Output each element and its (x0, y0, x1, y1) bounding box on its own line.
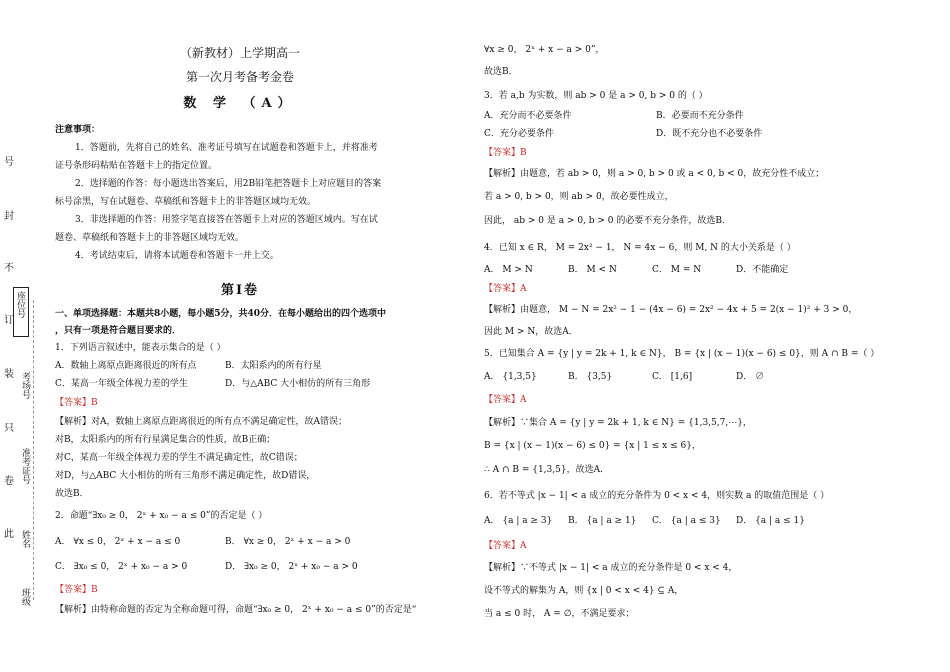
analysis-line: ∀x ≥ 0， 2ˣ + x − a > 0”， (484, 45, 605, 55)
option-a: A． ∀x ≤ 0， 2ˣ + x − a ≤ 0 (55, 537, 181, 547)
binding-char: 只 (4, 423, 14, 434)
question-3: 3．若 a,b 为实数，则 ab > 0 是 a > 0, b > 0 的（ ） (484, 91, 708, 101)
analysis-line: ∴ A ∩ B = {1,3,5}，故选A． (484, 465, 610, 475)
analysis-line: B = {x | (x − 1)(x − 6) ≤ 0} = {x | 1 ≤ x ≤ 6}， (484, 441, 701, 451)
answer-label: 【答案】B (484, 148, 527, 158)
subject-title: 数 学 （A） (183, 96, 297, 111)
option-d: D． ∅ (736, 372, 765, 382)
option-c: C． [1,6] (652, 372, 693, 382)
analysis-line: 对B，太阳系内的所有行星满足集合的性质，故B正确； (55, 435, 276, 445)
analysis-line: 故选B． (484, 67, 518, 77)
notice-line: 4．考试结束后，请将本试题卷和答题卡一并上交。 (75, 251, 279, 261)
notice-line: 题卷、草稿纸和答题卡上的非答题区域均无效。 (55, 233, 245, 243)
notice-line: 标号涂黑，写在试题卷、草稿纸和答题卡上的非答题区域均无效。 (55, 197, 317, 207)
option-b: B．太阳系内的所有行星 (225, 361, 322, 371)
analysis-line: 若 a > 0, b > 0，则 ab > 0，故必要性成立， (484, 192, 674, 202)
analysis-line: 对C，某高一年级全体视力差的学生不满足确定性，故C错误； (55, 453, 303, 463)
exam-room-field: 考场号 (20, 372, 30, 399)
header-line-2: 第一次月考备考金卷 (185, 70, 294, 84)
option-a: A． {1,3,5} (484, 372, 537, 382)
option-a: A． {a | a ≥ 3} (484, 516, 553, 526)
binding-dash-line (33, 300, 34, 600)
admission-number-field: 准考证号 (20, 448, 30, 484)
analysis-line: 【解析】由特称命题的否定为全称命题可得，命题“∃x₀ ≥ 0， 2ˣ + x₀ − a ≤ 0”的否定是“ (55, 605, 417, 615)
question-5: 5．已知集合 A = {y | y = 2k + 1, k ∈ N}， B = {x | (x − 1)(x − 6) ≤ 0}，则 A ∩ B =（ ） (484, 349, 880, 359)
option-b: B． ∀x ≥ 0， 2ˣ + x − a > 0 (225, 537, 351, 547)
binding-char: 不 (4, 263, 14, 274)
answer-label: 【答案】B (55, 398, 98, 408)
section-title: 第Ⅰ卷 (220, 283, 260, 298)
analysis-line: 【解析】∵不等式 |x − 1| < a 成立的充分条件是 0 < x < 4， (484, 563, 738, 573)
option-b: B． M < N (568, 265, 617, 275)
binding-char: 此 (4, 529, 14, 540)
option-c: C．充分必要条件 (484, 129, 554, 139)
analysis-line: 因此 M > N，故选A． (484, 327, 578, 337)
option-b: B． {3,5} (568, 372, 613, 382)
question-1: 1．下列语言叙述中，能表示集合的是（ ） (55, 343, 226, 353)
answer-label: 【答案】A (484, 284, 527, 294)
question-6: 6．若不等式 |x − 1| < a 成立的充分条件为 0 < x < 4，则实数 a 的取值范围是（ ） (484, 491, 830, 501)
answer-label: 【答案】B (55, 585, 98, 595)
seat-number-label: 座位号 (15, 291, 25, 318)
option-a: A．数轴上离原点距离很近的所有点 (55, 361, 197, 371)
binding-char: 订 (4, 315, 14, 326)
option-c: C．某高一年级全体视力差的学生 (55, 379, 188, 389)
question-2: 2．命题“∃x₀ ≥ 0， 2ˣ + x₀ − a ≤ 0”的否定是（ ） (55, 511, 268, 521)
notice-line: 证号条形码粘贴在答题卡上的指定位置。 (55, 161, 218, 171)
option-d: D．既不充分也不必要条件 (656, 129, 763, 139)
analysis-line: 因此， ab > 0 是 a > 0, b > 0 的必要不充分条件，故选B． (484, 216, 731, 226)
option-a: A．充分而不必要条件 (484, 111, 572, 121)
right-column (484, 0, 934, 672)
option-d: D．不能确定 (736, 265, 789, 275)
analysis-line: 【解析】对A，数轴上离原点距离很近的所有点不满足确定性，故A错误； (55, 417, 348, 427)
notice-title: 注意事项： (55, 125, 101, 135)
name-field: 姓名 (20, 530, 30, 548)
option-d: D．与△ABC 大小相仿的所有三角形 (225, 379, 371, 389)
binding-char: 装 (4, 369, 14, 380)
answer-label: 【答案】A (484, 395, 527, 405)
analysis-line: 【解析】由题意，若 ab > 0，则 a > 0, b > 0 或 a < 0, b < 0，故充分性不成立； (484, 169, 825, 179)
option-a: A． M > N (484, 265, 533, 275)
option-c: C． M = N (652, 265, 702, 275)
analysis-line: 设不等式的解集为 A，则 {x | 0 < x < 4} ⊆ A， (484, 586, 684, 596)
option-c: C． ∃x₀ ≤ 0， 2ˣ + x₀ − a > 0 (55, 562, 188, 572)
left-column (55, 0, 425, 672)
binding-char: 号 (4, 157, 14, 168)
seat-number-box (13, 287, 29, 337)
notice-line: 3．非选择题的作答：用签字笔直接答在答题卡上对应的答题区域内。写在试 (75, 215, 378, 225)
option-c: C． {a | a ≤ 3} (652, 516, 721, 526)
binding-strip (0, 0, 50, 672)
option-b: B．必要而不充分条件 (656, 111, 744, 121)
option-b: B． {a | a ≥ 1} (568, 516, 637, 526)
notice-line: 2．选择题的作答：每小题选出答案后，用2B铅笔把答题卡上对应题目的答案 (75, 179, 382, 189)
section-description: 一、单项选择题：本题共8小题，每小题5分，共40分．在每小题给出的四个选项中 (55, 309, 387, 319)
answer-label: 【答案】A (484, 541, 527, 551)
analysis-line: 【解析】由题意， M − N = 2x² − 1 − (4x − 6) = 2x² − 4x + 5 = 2(x − 1)² + 3 > 0， (484, 305, 858, 315)
question-4: 4．已知 x ∈ R， M = 2x² − 1， N = 4x − 6，则 M, N 的大小关系是（ ） (484, 243, 796, 253)
class-field: 班级 (20, 588, 30, 606)
binding-char: 封 (4, 211, 14, 222)
analysis-line: 【解析】∵集合 A = {y | y = 2k + 1, k ∈ N} = {1,3,5,7,⋯}， (484, 418, 752, 428)
option-d: D． {a | a ≤ 1} (736, 516, 806, 526)
notice-line: 1．答题前，先将自己的姓名、准考证号填写在试题卷和答题卡上，并将准考 (75, 143, 378, 153)
header-line-1: （新教材）上学期高一 (179, 46, 300, 60)
analysis-line: 对D，与△ABC 大小相仿的所有三角形不满足确定性，故D错误， (55, 471, 316, 481)
analysis-line: 当 a ≤ 0 时， A = ∅，不满足要求； (484, 609, 635, 619)
option-d: D． ∃x₀ ≥ 0， 2ˣ + x₀ − a > 0 (225, 562, 358, 572)
analysis-line: 故选B． (55, 489, 89, 499)
binding-char: 卷 (4, 476, 14, 487)
section-description: ，只有一项是符合题目要求的． (55, 326, 182, 336)
